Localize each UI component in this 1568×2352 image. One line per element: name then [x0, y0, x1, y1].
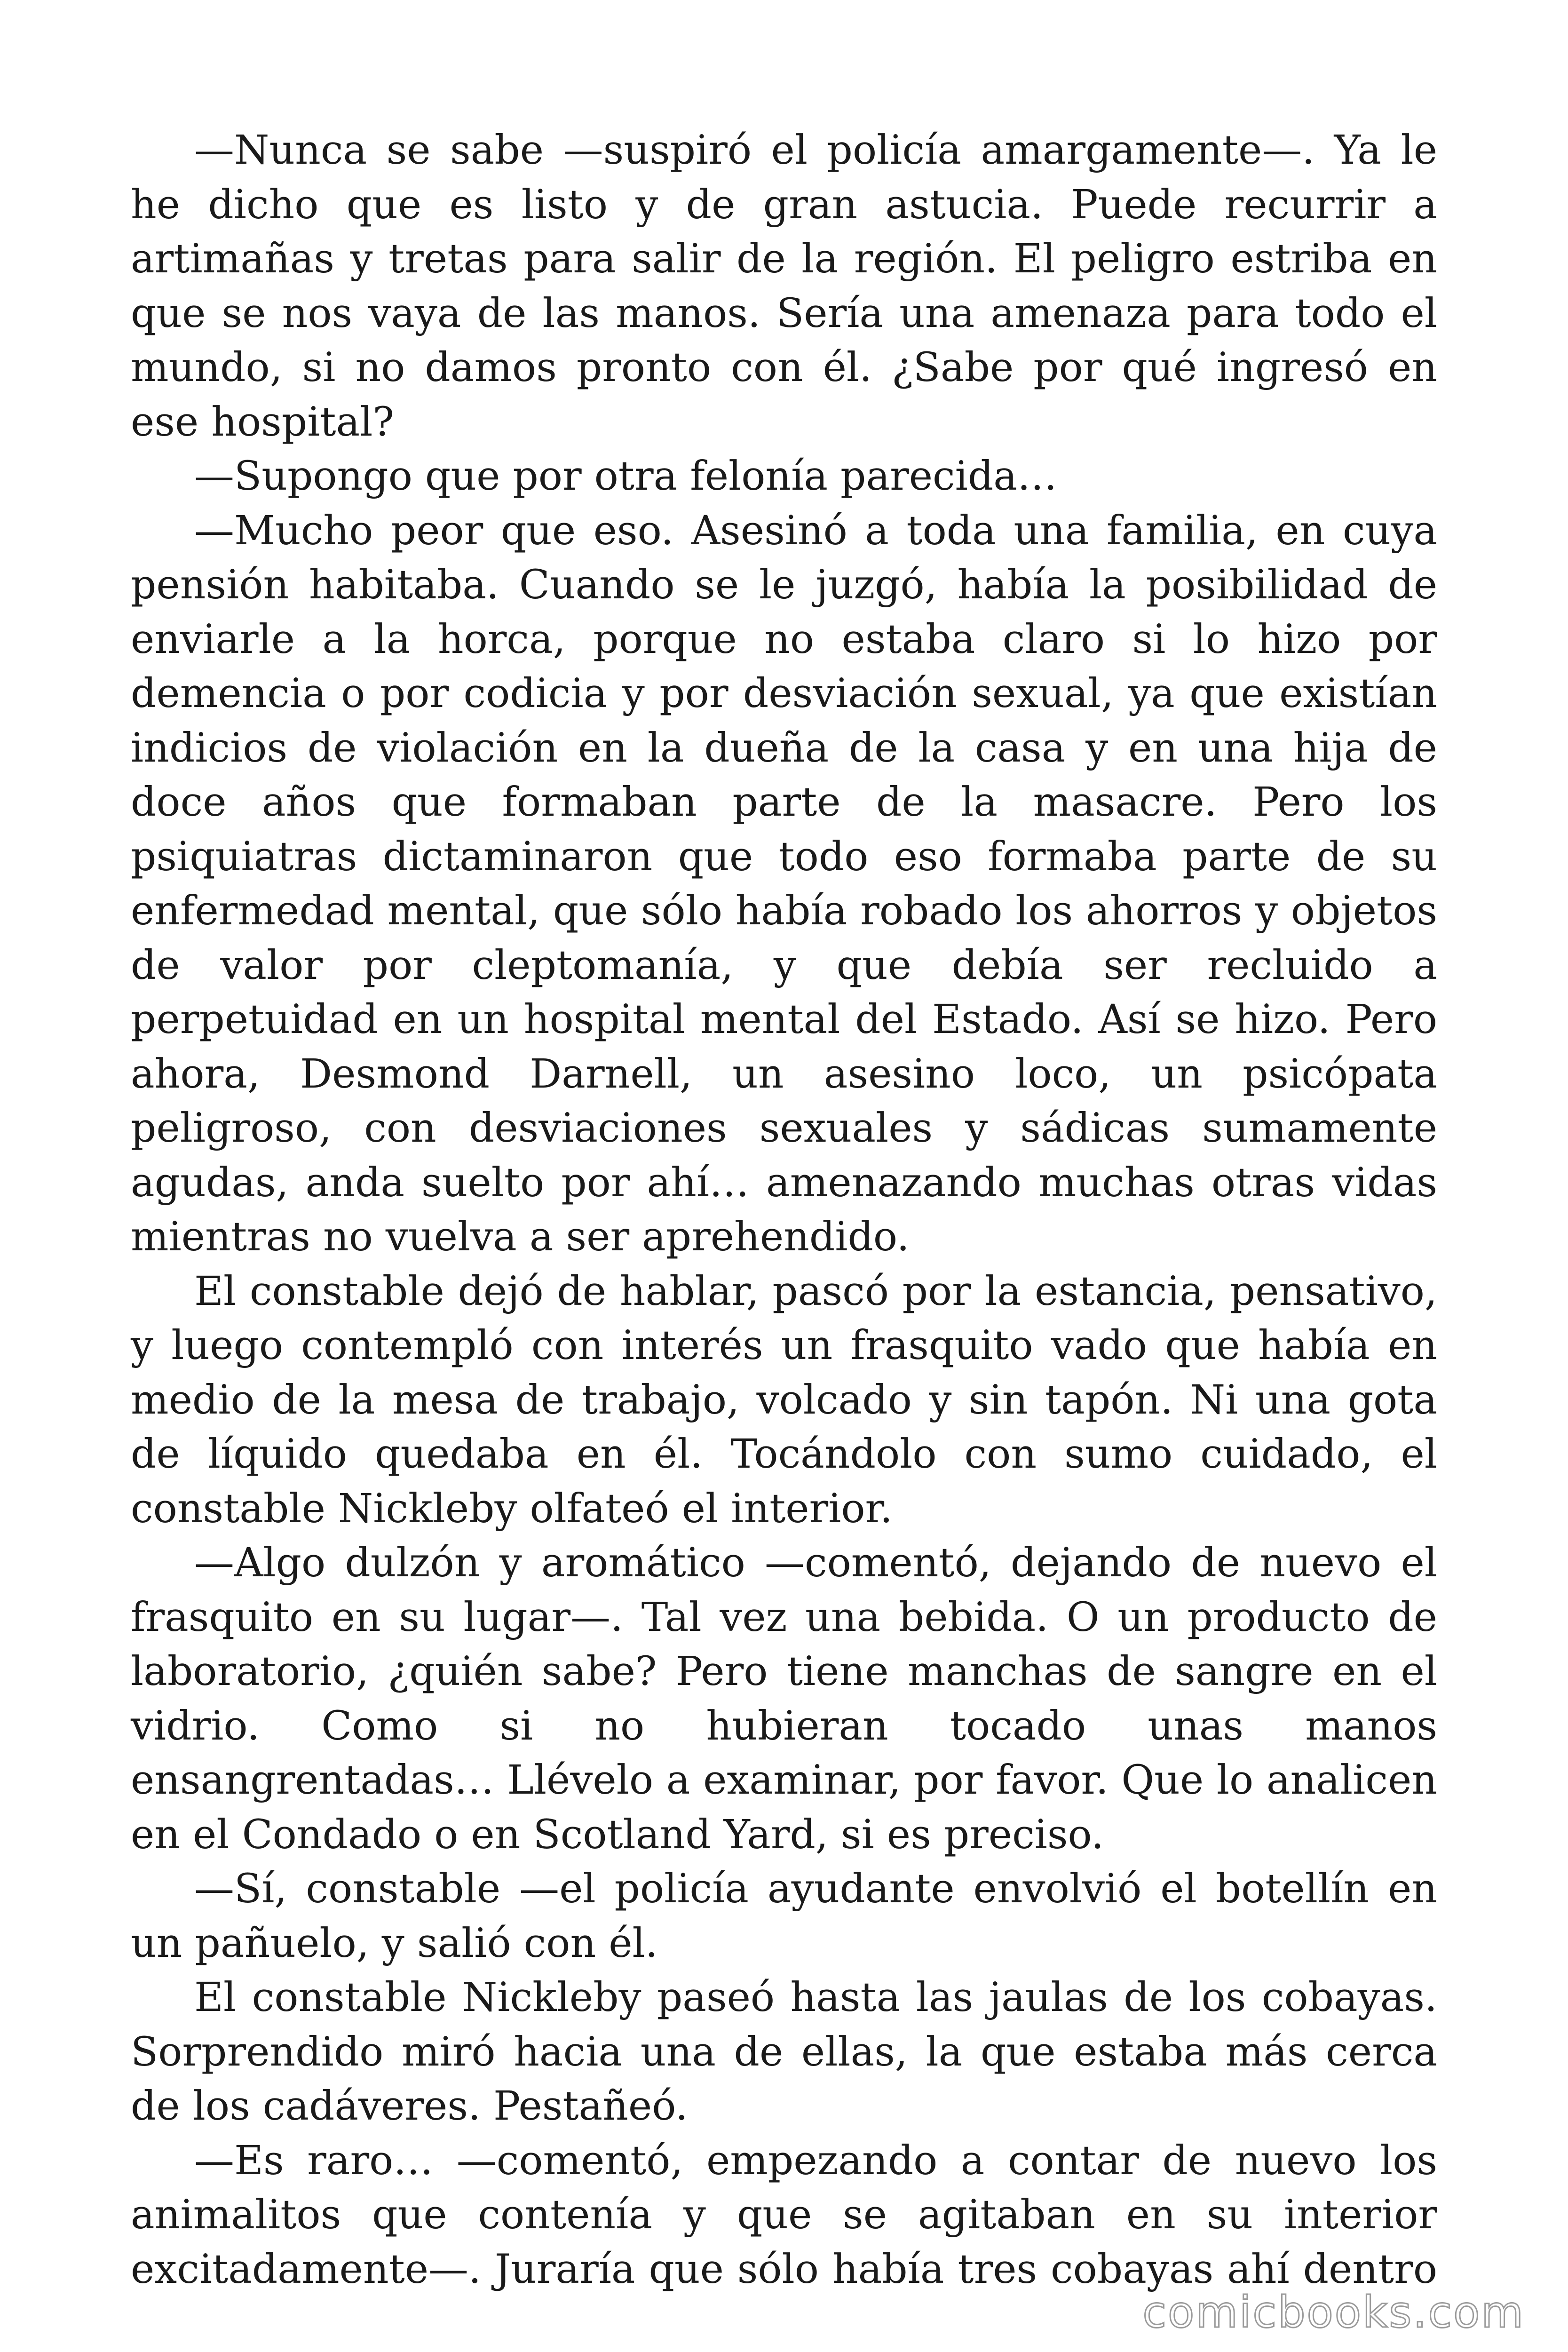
paragraph: —Supongo que por otra felonía parecida… [194, 453, 1057, 500]
paragraph: —Algo dulzón y aromático —comentó, dejando de nuevo el frasquito en su lugar—. Tal vez una bebida. O un producto de laboratorio, ¿quién sabe? Pero tiene manchas de sangre en el vidrio. Como si no hubieran tocado unas manos ensangrentadas… Llévelo a examinar, por favor. Que lo analicen en el Condado o en Scotland Yard, si es preciso. [131, 1540, 1437, 1858]
paragraph: —Nunca se sabe —suspiró el policía amargamente—. Ya le he dicho que es listo y de gran astucia. Puede recurrir a artimañas y tretas para salir de la región. El peligro estriba en que se nos vaya de las manos. Sería una amenaza para todo el mundo, si no damos pronto con él. ¿Sabe por qué ingresó en ese hospital? [131, 127, 1437, 445]
watermark: comicbooks.com [1142, 2287, 1525, 2337]
paragraph: El constable Nickleby paseó hasta las jaulas de los cobayas. Sorprendido miró hacia una de ellas, la que estaba más cerca de los cadáveres. Pestañeó. [131, 1974, 1437, 2130]
paragraph: El constable dejó de hablar, pascó por la estancia, pensativo, y luego contempló con interés un frasquito vado que había en medio de la mesa de trabajo, volcado y sin tapón. Ni una gota de líquido quedaba en él. Tocándolo con sumo cuidado, el constable Nickleby olfateó el interior. [131, 1268, 1437, 1532]
paragraph: —Sí, constable —el policía ayudante envolvió el botellín en un pañuelo, y salió con él. [131, 1866, 1437, 1967]
paragraph: —Mucho peor que eso. Asesinó a toda una familia, en cuya pensión habitaba. Cuando se le juzgó, había la posibilidad de enviarle a la horca, porque no estaba claro si lo hizo por demencia o por codicia y por desviación sexual, ya que existían indicios de violación en la dueña de la casa y en una hija de doce años que formaban parte de la masacre. Pero los psiquiatras dictaminaron que todo eso formaba parte de su enfermedad mental, que sólo había robado los ahorros y objetos de valor por cleptomanía, y que debía ser recluido a perpetuidad en un hospital mental del Estado. Así se hizo. Pero ahora, Desmond Darnell, un asesino loco, un psicópata peligroso, con desviaciones sexuales y sádicas sumamente agudas, anda suelto por ahí… amenazando muchas otras vidas mientras no vuelva a ser aprehendido. [131, 507, 1437, 1260]
body-text [131, 123, 1437, 2296]
paragraph: —Es raro… —comentó, empezando a contar de nuevo los animalitos que contenía y que se agitaban en su interior excitadamente—. Juraría que sólo había tres cobayas ahí dentro [131, 2137, 1437, 2293]
